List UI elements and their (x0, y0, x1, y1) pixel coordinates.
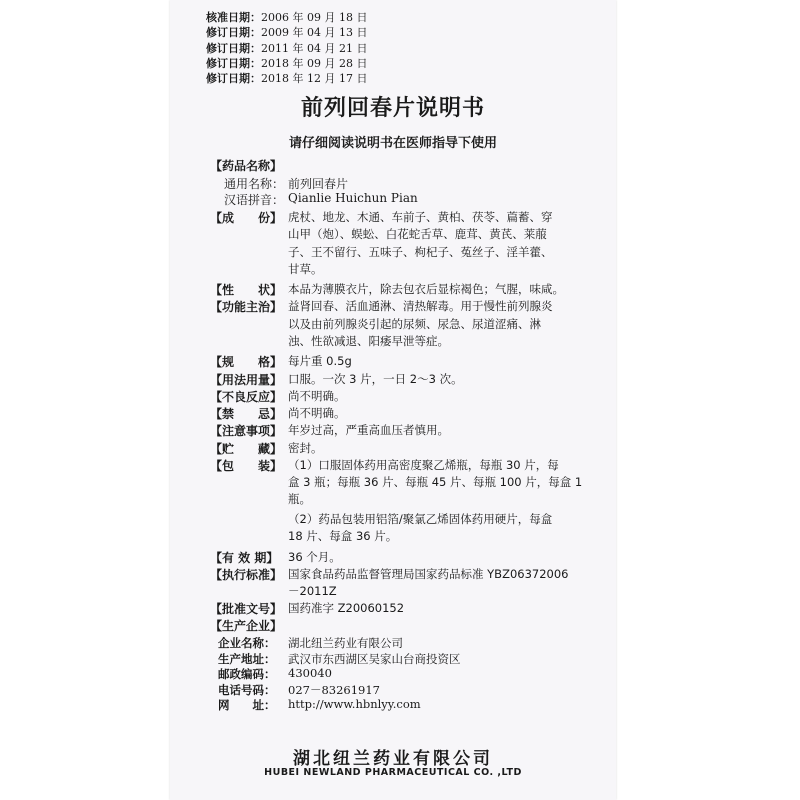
appearance-value: 本品为薄膜衣片，除去包衣后显棕褐色；气腥，味咸。 (288, 282, 564, 297)
common-name-value: 前列回春片 (288, 176, 349, 191)
ingredients-line: 子、王不留行、五味子、枸杞子、菟丝子、淫羊藿、 (288, 244, 553, 259)
appearance-heading: 【性 状】 (210, 283, 283, 298)
spec-value: 每片重 0.5g (288, 354, 352, 369)
drug-name-heading: 【药品名称】 (210, 158, 283, 173)
postal-code-label: 邮政编码： (218, 667, 276, 682)
manufacturer-heading: 【生产企业】 (210, 619, 283, 634)
document-title: 前列回春片说明书 (300, 96, 485, 121)
package-line: 18 片、每盒 36 片。 (288, 529, 398, 543)
ingredients-line: 山甲（炮）、蜈蚣、白花蛇舌草、鹿茸、黄芪、莱菔 (288, 227, 547, 242)
common-name-label: 通用名称： (224, 176, 285, 191)
storage-value: 密封。 (288, 440, 323, 455)
package-line: 盒 3 瓶；每瓶 36 片、每瓶 45 片、每瓶 100 片，每盒 1 (288, 474, 583, 489)
spec-heading: 【规 格】 (210, 355, 283, 370)
footer-company-name: 湖北纽兰药业有限公司 (293, 749, 493, 769)
standard-line: －2011Z (288, 584, 337, 598)
contraindications-value: 尚不明确。 (288, 406, 346, 420)
document-subtitle: 请仔细阅读说明书在医师指导下使用 (288, 136, 497, 151)
approval-value: 国药准字 Z20060152 (288, 601, 405, 616)
package-heading: 【包 装】 (210, 458, 283, 473)
adverse-heading: 【不良反应】 (210, 389, 283, 404)
usage-heading: 【用法用量】 (210, 372, 283, 387)
date-row: 修订日期：2011 年 04 月 21 日 (206, 41, 368, 55)
date-row: 修订日期：2018 年 09 月 28 日 (206, 56, 368, 70)
date-row: 修订日期：2018 年 12 月 17 日 (206, 72, 368, 86)
ingredients-line: 甘草。 (288, 261, 323, 276)
indications-heading: 【功能主治】 (210, 300, 283, 315)
postal-code-value: 430040 (288, 666, 332, 681)
validity-value: 36 个月。 (288, 549, 341, 564)
standard-heading: 【执行标准】 (210, 567, 283, 582)
footer-company-name-english: HUBEI NEWLAND PHARMACEUTICAL CO. ,LTD (264, 767, 522, 778)
date-block (206, 10, 367, 86)
validity-heading: 【有 效 期】 (210, 550, 279, 565)
package-line: （1）口服固体药用高密度聚乙烯瓶，每瓶 30 片，每 (288, 457, 559, 472)
approval-heading: 【批准文号】 (210, 602, 283, 617)
ingredients-line: 虎杖、地龙、木通、车前子、黄柏、茯苓、萹蓄、穿 (288, 210, 553, 224)
package-line: （2）药品包装用铝箔/聚氯乙烯固体药用硬片，每盒 (288, 511, 553, 526)
indications-line: 以及由前列腺炎引起的尿频、尿急、尿道涩痛、淋 (288, 316, 541, 331)
date-row: 核准日期：2006 年 09 月 18 日 (206, 11, 368, 24)
indications-line: 浊、性欲减退、阳痿早泄等症。 (288, 333, 449, 348)
website-value: http://www.hbnlyy.com (288, 697, 421, 712)
company-name-value: 湖北纽兰药业有限公司 (288, 636, 403, 651)
pinyin-label: 汉语拼音： (224, 193, 285, 207)
phone-value: 027－83261917 (288, 682, 380, 697)
precautions-heading: 【注意事项】 (210, 424, 283, 439)
precautions-value: 年岁过高，严重高血压者慎用。 (288, 423, 449, 438)
address-label: 生产地址： (218, 651, 276, 666)
usage-value: 口服。一次 3 片，一日 2～3 次。 (288, 371, 463, 386)
standard-line: 国家食品药品监督管理局国家药品标准 YBZ06372006 (288, 566, 569, 581)
date-row: 修订日期：2009 年 04 月 13 日 (206, 26, 368, 40)
leaflet-sheet (170, 0, 616, 800)
company-name-label: 企业名称： (218, 636, 276, 651)
pinyin-value: Qianlie Huichun Pian (288, 191, 418, 205)
adverse-value: 尚不明确。 (288, 388, 346, 403)
address-value: 武汉市东西湖区吴家山台商投资区 (288, 651, 461, 666)
phone-label: 电话号码： (218, 682, 276, 697)
website-label: 网 址： (218, 698, 276, 713)
contraindications-heading: 【禁 忌】 (210, 407, 283, 421)
indications-line: 益肾回春、活血通淋、清热解毒。用于慢性前列腺炎 (288, 299, 553, 314)
ingredients-heading: 【成 份】 (210, 211, 283, 225)
package-line: 瓶。 (288, 492, 311, 507)
storage-heading: 【贮 藏】 (210, 441, 283, 456)
